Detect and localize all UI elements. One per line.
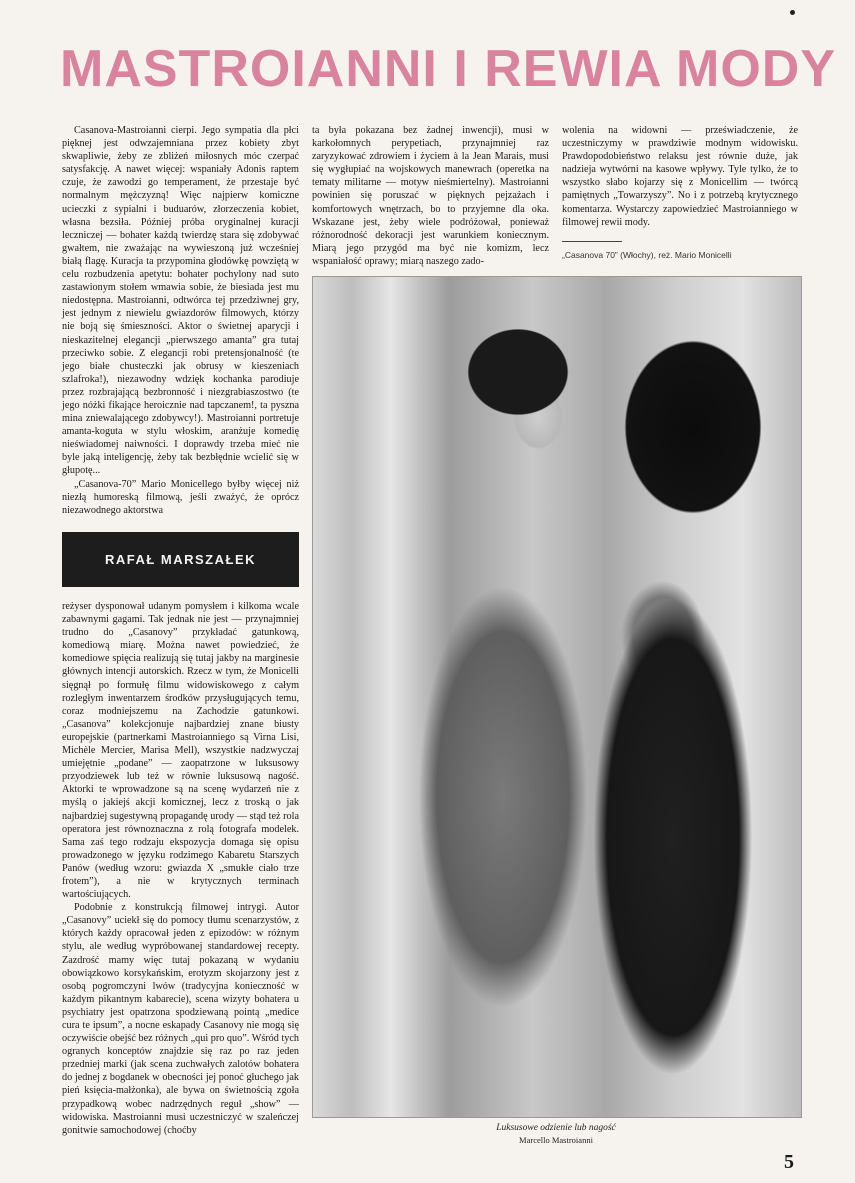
page-number: 5 xyxy=(784,1151,794,1173)
photo-caption xyxy=(312,1122,800,1146)
column-1-bottom xyxy=(62,600,299,1165)
paragraph: ta była pokazana bez żadnej inwencji), musi w karkołomnych perypetiach, przynajmniej raz zaryzykować zdrowiem i życiem à la Jean Marais, musi się wygłupiać na wojskowych manewrach (operetka na tematy militarne — motyw nieśmiertelny). Mastroianni powinien się poruszać w pięknych pejzażach i komfortowych wnętrzach, bo to przyjemne dla oka. Wskazane jest, żeby wiele podróżował, ponieważ różnorodność dekoracji jest warunkiem koniecznym. Miarą jego przygód ma być nie komizm, lecz wspaniałość oprawy; miarą naszego zado- xyxy=(312,125,549,267)
paragraph: „Casanova-70” Mario Monicellego byłby więcej niż niezłą humoreską filmową, jeśli zważyć, że oprócz niezawodnego aktorstwa xyxy=(62,478,299,516)
paragraph: Podobnie z konstrukcją filmowej intrygi. Autor „Casanovy” uciekł się do pomocy tłumu scenarzystów, z których każdy opracował jeden z epizodów: w różnym stylu, ale według wypróbowanej standardowej recepty. Zazdrość mamy więc tutaj pokazaną w wydaniu obowiązkowo korsykańskim, erotyzm skojarzony jest z osobą pogromczyni lwów (tradycyjna konieczność w każdym pikantnym kabarecie), scena wizyty bohatera u psychiatry jest opatrzona spodziewaną pointą „medice cura te ipsum”, a nocne eskapady Casanovy nie mogą się oczywiście obejść bez różnych „qui pro quo”. Wśród tych ogranych konceptów znajdzie się raz po raz jeden przedniej marki (jak scena zuchwałych zalotów bohatera do jednej z bogdanek w obecności jej ponoć głuchego jak pień księcia-małżonka), ale bywa on świetnością zgoła przypadkową wobec nadrzędnych reguł „show” — widowiska. Mastroianni musi uczestniczyć w szaleńczej gonitwie samochodowej (choćby xyxy=(62,902,299,1136)
ink-dot xyxy=(790,10,795,15)
film-credit: „Casanova 70” (Włochy), reż. Mario Monicelli xyxy=(562,250,732,260)
author-name: RAFAŁ MARSZAŁEK xyxy=(104,552,257,567)
author-banner xyxy=(62,532,299,587)
paragraph: reżyser dysponował udanym pomysłem i kilkoma wcale zabawnymi gagami. Tak jednak nie jest — przynajmniej trudno do „Casanovy” przykładać gatunkową, komediową miarę. Można nawet powiedzieć, że komediowe spięcia realizują się tutaj jakby na marginesie głównych intencji autorskich. Rzecz w tym, że Monicelli sięgnął po formułę filmu widowiskowego z całym rozległym inwentarzem środków przysługujących temu, coraz modniejszemu na Zachodzie gatunkowi. „Casanova” kolekcjonuje najbardziej znane biusty europejskie (partnerkami Mastroianniego są Virna Lisi, Michèle Mercier, Marisa Mell), wszystkie nadzwyczaj umiejętnie „podane” — zaopatrzone w luksusowy przyodziewek lub też w równie luksusową nagość. Aktorki te wprowadzone są na scenę wydarzeń nie z myślą o jakiejś akcji komicznej, lecz z troską o jak najbardziej sugestywną propagandę urody — stąd też rola operatora jest równoznaczna z rolą fotografa modelek. Sama zaś tego rodzaju ekspozycja domaga się opisu prowadzonego w języku rodzimego Kabaretu Starszych Panów (według wzoru: gwiazda X „smukłe ciało trze frotem”), a nie w krytycznych terminach wartościujących. xyxy=(62,601,299,901)
paragraph: Casanova-Mastroianni cierpi. Jego sympatia dla płci pięknej jest odwzajemniana przez kobiety zbyt skwapliwie, żeby ze zbliżeń miłosnych móc czerpać satysfakcję. A nawet więcej: wspaniały Adonis raptem czuje, że zawodzi go temperament, że przestaje być normalnym mężczyzną! Więc najpierw komiczne ucieczki z sypialni i buduarów, złorzeczenia kobiet, własna bezsiła. Później próba oryginalnej kuracji leczniczej — bohater każdą twierdzę stara się zdobywać gwałtem, nie zważając na wywieszoną już wcześniej białą flagę. Kuracja ta przypomina głodówkę powziętą w celu rozbudzenia apetytu: bohater pochylony nad suto zastawionym stołem wmawia sobie, że biesiada jest mu niedostępna. Mastroianni, odtwórca tej przedziwnej gry, jest jednym z niewielu gwiazdorów filmowych, którzy nie boją się śmieszności. Aktor o świetnej aparycji i nieskazitelnej elegancji „pierwszego amanta” gra tutaj przeciwko sobie. Z elegancji robi pretensjonalność (te jego białe chusteczki jak obrusy w kieszeniach szlafroka!), niezawodny wdzięk kochanka parodiuje przez rozbrajającą bezbronność i niezgrabiaszostwo (te jego nóżki fikające heroicznie nad tapczanem!, ta pyszna mina zniewalającego zdobywcy!). Mastroianni portretuje amanta-koguta w stylu włoskim, aranżuje komedię nieświadomej naiwności. I doprawdy trzeba mieć nie byle jaką inteligencję, żeby tak bezbłędnie wcielić się w głupotę... xyxy=(62,125,299,477)
film-still-photo xyxy=(312,276,802,1118)
paragraph: wolenia na widowni — przeświadczenie, że uczestniczymy w prawdziwie modnym widowisku. Prawdopodobieństwo relaksu jest równie duże, jak nadzieja wytwórni na kasowe wpływy. Tyle tylko, że to wszystko słabo kojarzy się z Monicellim — twórcą pamiętnych „Towarzyszy”. No i z potrzebą krytycznego komentarza. Wystarczy zapowiedzieć Mastroianniego w filmowej rewii mody. xyxy=(562,125,798,228)
column-3 xyxy=(562,124,798,236)
article-title: MASTROIANNI I REWIA MODY xyxy=(60,40,837,98)
column-2 xyxy=(312,124,549,267)
column-1-top xyxy=(62,124,299,516)
caption-line: Luksusowe odzienie lub nagość xyxy=(496,1123,616,1133)
divider-line xyxy=(562,241,622,242)
caption-credit: Marcello Mastroianni xyxy=(519,1135,593,1145)
